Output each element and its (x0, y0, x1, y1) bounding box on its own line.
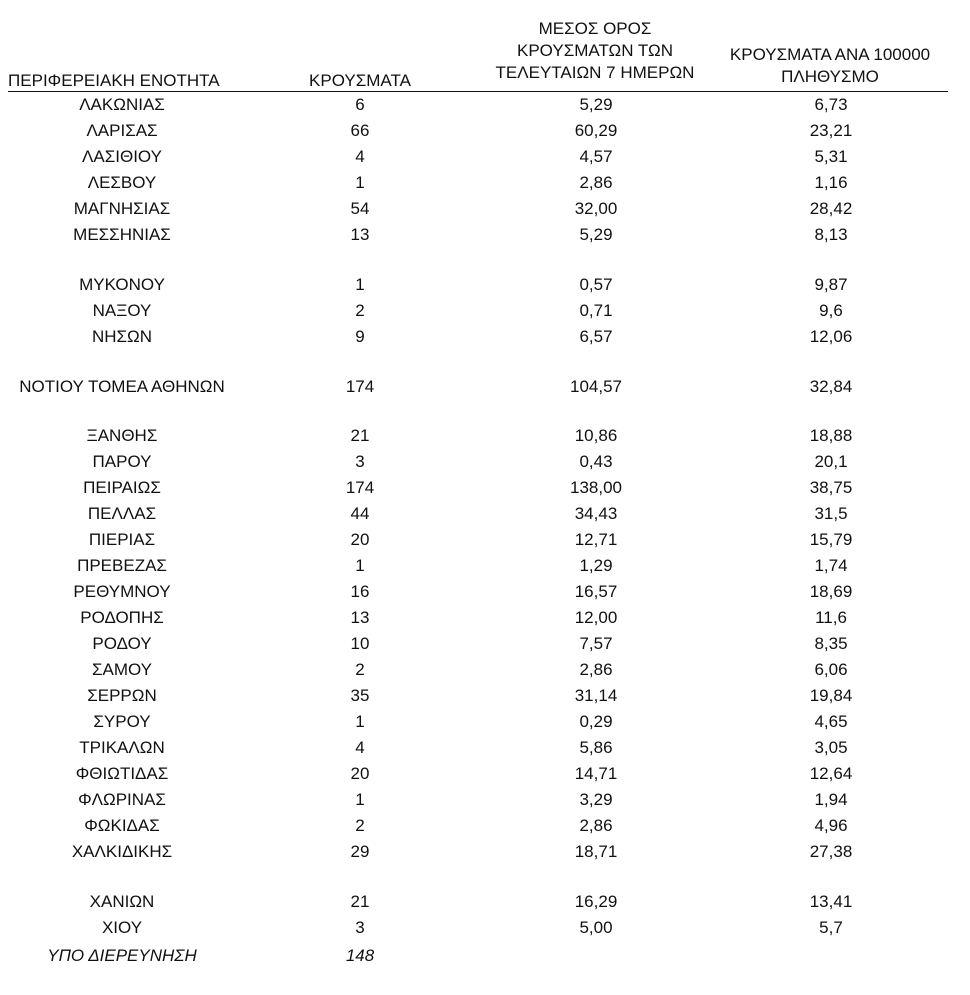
row-region: ΛΕΣΒΟΥ (87, 173, 157, 192)
row-region: ΜΑΓΝΗΣΙΑΣ (73, 199, 171, 218)
row-avg7: 6,57 (579, 327, 613, 346)
row-per100k: 4,96 (814, 816, 848, 835)
row-avg7: 16,57 (574, 582, 618, 601)
row-region: ΦΛΩΡΙΝΑΣ (78, 790, 166, 809)
header-cases-label: ΚΡΟΥΣΜΑΤΑ (309, 71, 411, 90)
row-cases: 13 (350, 608, 370, 627)
row-region: ΠΑΡΟΥ (92, 452, 152, 471)
row-per100k: 32,84 (809, 377, 853, 396)
row-region: ΣΕΡΡΩΝ (87, 686, 157, 705)
row-per100k: 3,05 (814, 738, 848, 757)
row-per100k: 4,65 (814, 712, 848, 731)
row-avg7: 3,29 (579, 790, 613, 809)
header-per100k-line: ΚΡΟΥΣΜΑΤΑ ΑΝΑ 100000 (729, 45, 931, 64)
header-divider (8, 91, 948, 92)
row-avg7: 5,29 (579, 225, 613, 244)
row-avg7: 0,57 (579, 275, 613, 294)
row-cases: 4 (355, 738, 365, 757)
row-cases: 3 (355, 452, 365, 471)
row-region: ΠΡΕΒΕΖΑΣ (77, 556, 167, 575)
header-avg7-line: ΚΡΟΥΣΜΑΤΩΝ ΤΩΝ (517, 41, 673, 60)
row-per100k: 8,35 (814, 634, 848, 653)
row-region: ΛΑΡΙΣΑΣ (86, 121, 158, 140)
row-avg7: 104,57 (570, 377, 622, 396)
row-region: ΝΗΣΩΝ (91, 327, 153, 346)
row-per100k: 12,64 (809, 764, 853, 783)
row-avg7: 5,00 (579, 918, 613, 937)
row-cases: 1 (355, 556, 365, 575)
row-per100k: 6,06 (814, 660, 848, 679)
row-region: ΜΥΚΟΝΟΥ (79, 275, 165, 294)
row-avg7: 2,86 (579, 816, 613, 835)
row-avg7: 5,86 (579, 738, 613, 757)
row-cases: 20 (350, 764, 370, 783)
row-cases: 2 (355, 301, 365, 320)
row-region: ΛΑΣΙΘΙΟΥ (82, 147, 162, 166)
row-region: ΠΕΛΛΑΣ (87, 504, 157, 523)
row-per100k: 8,13 (814, 225, 848, 244)
row-cases: 1 (355, 173, 365, 192)
row-cases: 66 (350, 121, 370, 140)
row-per100k: 9,87 (814, 275, 848, 294)
row-region: ΡΕΘΥΜΝΟΥ (73, 582, 171, 601)
row-avg7: 0,29 (579, 712, 613, 731)
row-region: ΞΑΝΘΗΣ (86, 426, 158, 445)
row-region: ΛΑΚΩΝΙΑΣ (79, 95, 165, 114)
header-region-label: ΠΕΡΙΦΕΡΕΙΑΚΗ ΕΝΟΤΗΤΑ (8, 71, 220, 90)
row-per100k: 18,88 (809, 426, 853, 445)
row-cases: 1 (355, 712, 365, 731)
row-cases: 2 (355, 816, 365, 835)
row-cases: 29 (350, 842, 370, 861)
row-per100k: 18,69 (809, 582, 853, 601)
row-per100k: 11,6 (815, 608, 847, 627)
row-per100k: 27,38 (809, 842, 853, 861)
row-cases: 13 (350, 225, 370, 244)
header-avg7-line: ΜΕΣΟΣ ΟΡΟΣ (538, 19, 652, 38)
row-avg7: 32,00 (574, 199, 618, 218)
header-avg7-line: ΤΕΛΕΥΤΑΙΩΝ 7 ΗΜΕΡΩΝ (495, 63, 695, 82)
row-cases: 10 (350, 634, 370, 653)
row-per100k: 5,31 (814, 147, 848, 166)
row-region: ΤΡΙΚΑΛΩΝ (79, 738, 165, 757)
row-avg7: 5,29 (579, 95, 613, 114)
row-cases: 21 (350, 892, 370, 911)
row-avg7: 31,14 (574, 686, 618, 705)
row-region: ΝΟΤΙΟΥ ΤΟΜΕΑ ΑΘΗΝΩΝ (19, 377, 225, 396)
row-cases: 1 (355, 275, 365, 294)
row-region: ΣΑΜΟΥ (91, 660, 153, 679)
row-cases: 9 (355, 327, 365, 346)
row-avg7: 18,71 (574, 842, 618, 861)
row-per100k: 12,06 (809, 327, 853, 346)
row-cases: 174 (345, 377, 375, 396)
row-cases: 174 (345, 478, 375, 497)
row-region: ΧΑΛΚΙΔΙΚΗΣ (71, 842, 173, 861)
row-per100k: 1,16 (814, 173, 848, 192)
row-region: ΝΑΞΟΥ (92, 301, 152, 320)
footer-region: ΥΠΟ ΔΙΕΡΕΥΝΗΣΗ (47, 946, 197, 965)
row-cases: 54 (350, 199, 370, 218)
row-region: ΦΘΙΩΤΙΔΑΣ (75, 764, 169, 783)
row-cases: 1 (355, 790, 365, 809)
row-avg7: 0,43 (579, 452, 613, 471)
row-per100k: 38,75 (809, 478, 853, 497)
row-avg7: 34,43 (574, 504, 618, 523)
row-region: ΦΩΚΙΔΑΣ (84, 816, 160, 835)
row-avg7: 2,86 (579, 173, 613, 192)
row-avg7: 16,29 (574, 892, 618, 911)
row-per100k: 15,79 (809, 530, 853, 549)
row-region: ΜΕΣΣΗΝΙΑΣ (73, 225, 171, 244)
row-region: ΧΑΝΙΩΝ (89, 892, 155, 911)
row-avg7: 12,00 (574, 608, 618, 627)
row-cases: 21 (350, 426, 370, 445)
row-cases: 3 (355, 918, 365, 937)
row-avg7: 138,00 (570, 478, 622, 497)
row-per100k: 1,94 (814, 790, 848, 809)
row-avg7: 0,71 (579, 301, 613, 320)
row-avg7: 60,29 (574, 121, 618, 140)
row-region: ΠΕΙΡΑΙΩΣ (83, 478, 161, 497)
header-avg7 (496, 18, 695, 84)
row-per100k: 1,74 (814, 556, 848, 575)
row-region: ΠΙΕΡΙΑΣ (88, 530, 156, 549)
row-per100k: 31,5 (814, 504, 848, 523)
row-cases: 35 (350, 686, 370, 705)
row-avg7: 14,71 (574, 764, 618, 783)
row-per100k: 19,84 (809, 686, 853, 705)
row-region: ΣΥΡΟΥ (93, 712, 151, 731)
row-avg7: 10,86 (574, 426, 618, 445)
header-cases (309, 70, 411, 92)
row-avg7: 2,86 (579, 660, 613, 679)
row-cases: 20 (350, 530, 370, 549)
row-avg7: 12,71 (574, 530, 618, 549)
row-region: ΡΟΔΟΥ (92, 634, 152, 653)
row-per100k: 13,41 (809, 892, 853, 911)
row-per100k: 20,1 (814, 452, 848, 471)
row-cases: 6 (355, 95, 365, 114)
row-cases: 44 (350, 504, 370, 523)
row-region: ΧΙΟΥ (101, 918, 143, 937)
row-per100k: 28,42 (809, 199, 853, 218)
row-per100k: 6,73 (814, 95, 848, 114)
header-region (8, 70, 220, 92)
row-cases: 2 (355, 660, 365, 679)
footer-cases: 148 (345, 946, 375, 965)
row-per100k: 23,21 (809, 121, 853, 140)
row-cases: 4 (355, 147, 365, 166)
row-per100k: 5,7 (819, 918, 843, 937)
header-per100k-line: ΠΛΗΘΥΣΜΟ (781, 67, 879, 86)
row-avg7: 1,29 (579, 556, 613, 575)
row-region: ΡΟΔΟΠΗΣ (80, 608, 164, 627)
row-cases: 16 (350, 582, 370, 601)
row-avg7: 7,57 (579, 634, 613, 653)
row-avg7: 4,57 (579, 147, 613, 166)
header-per100k (730, 44, 930, 88)
row-per100k: 9,6 (819, 301, 843, 320)
